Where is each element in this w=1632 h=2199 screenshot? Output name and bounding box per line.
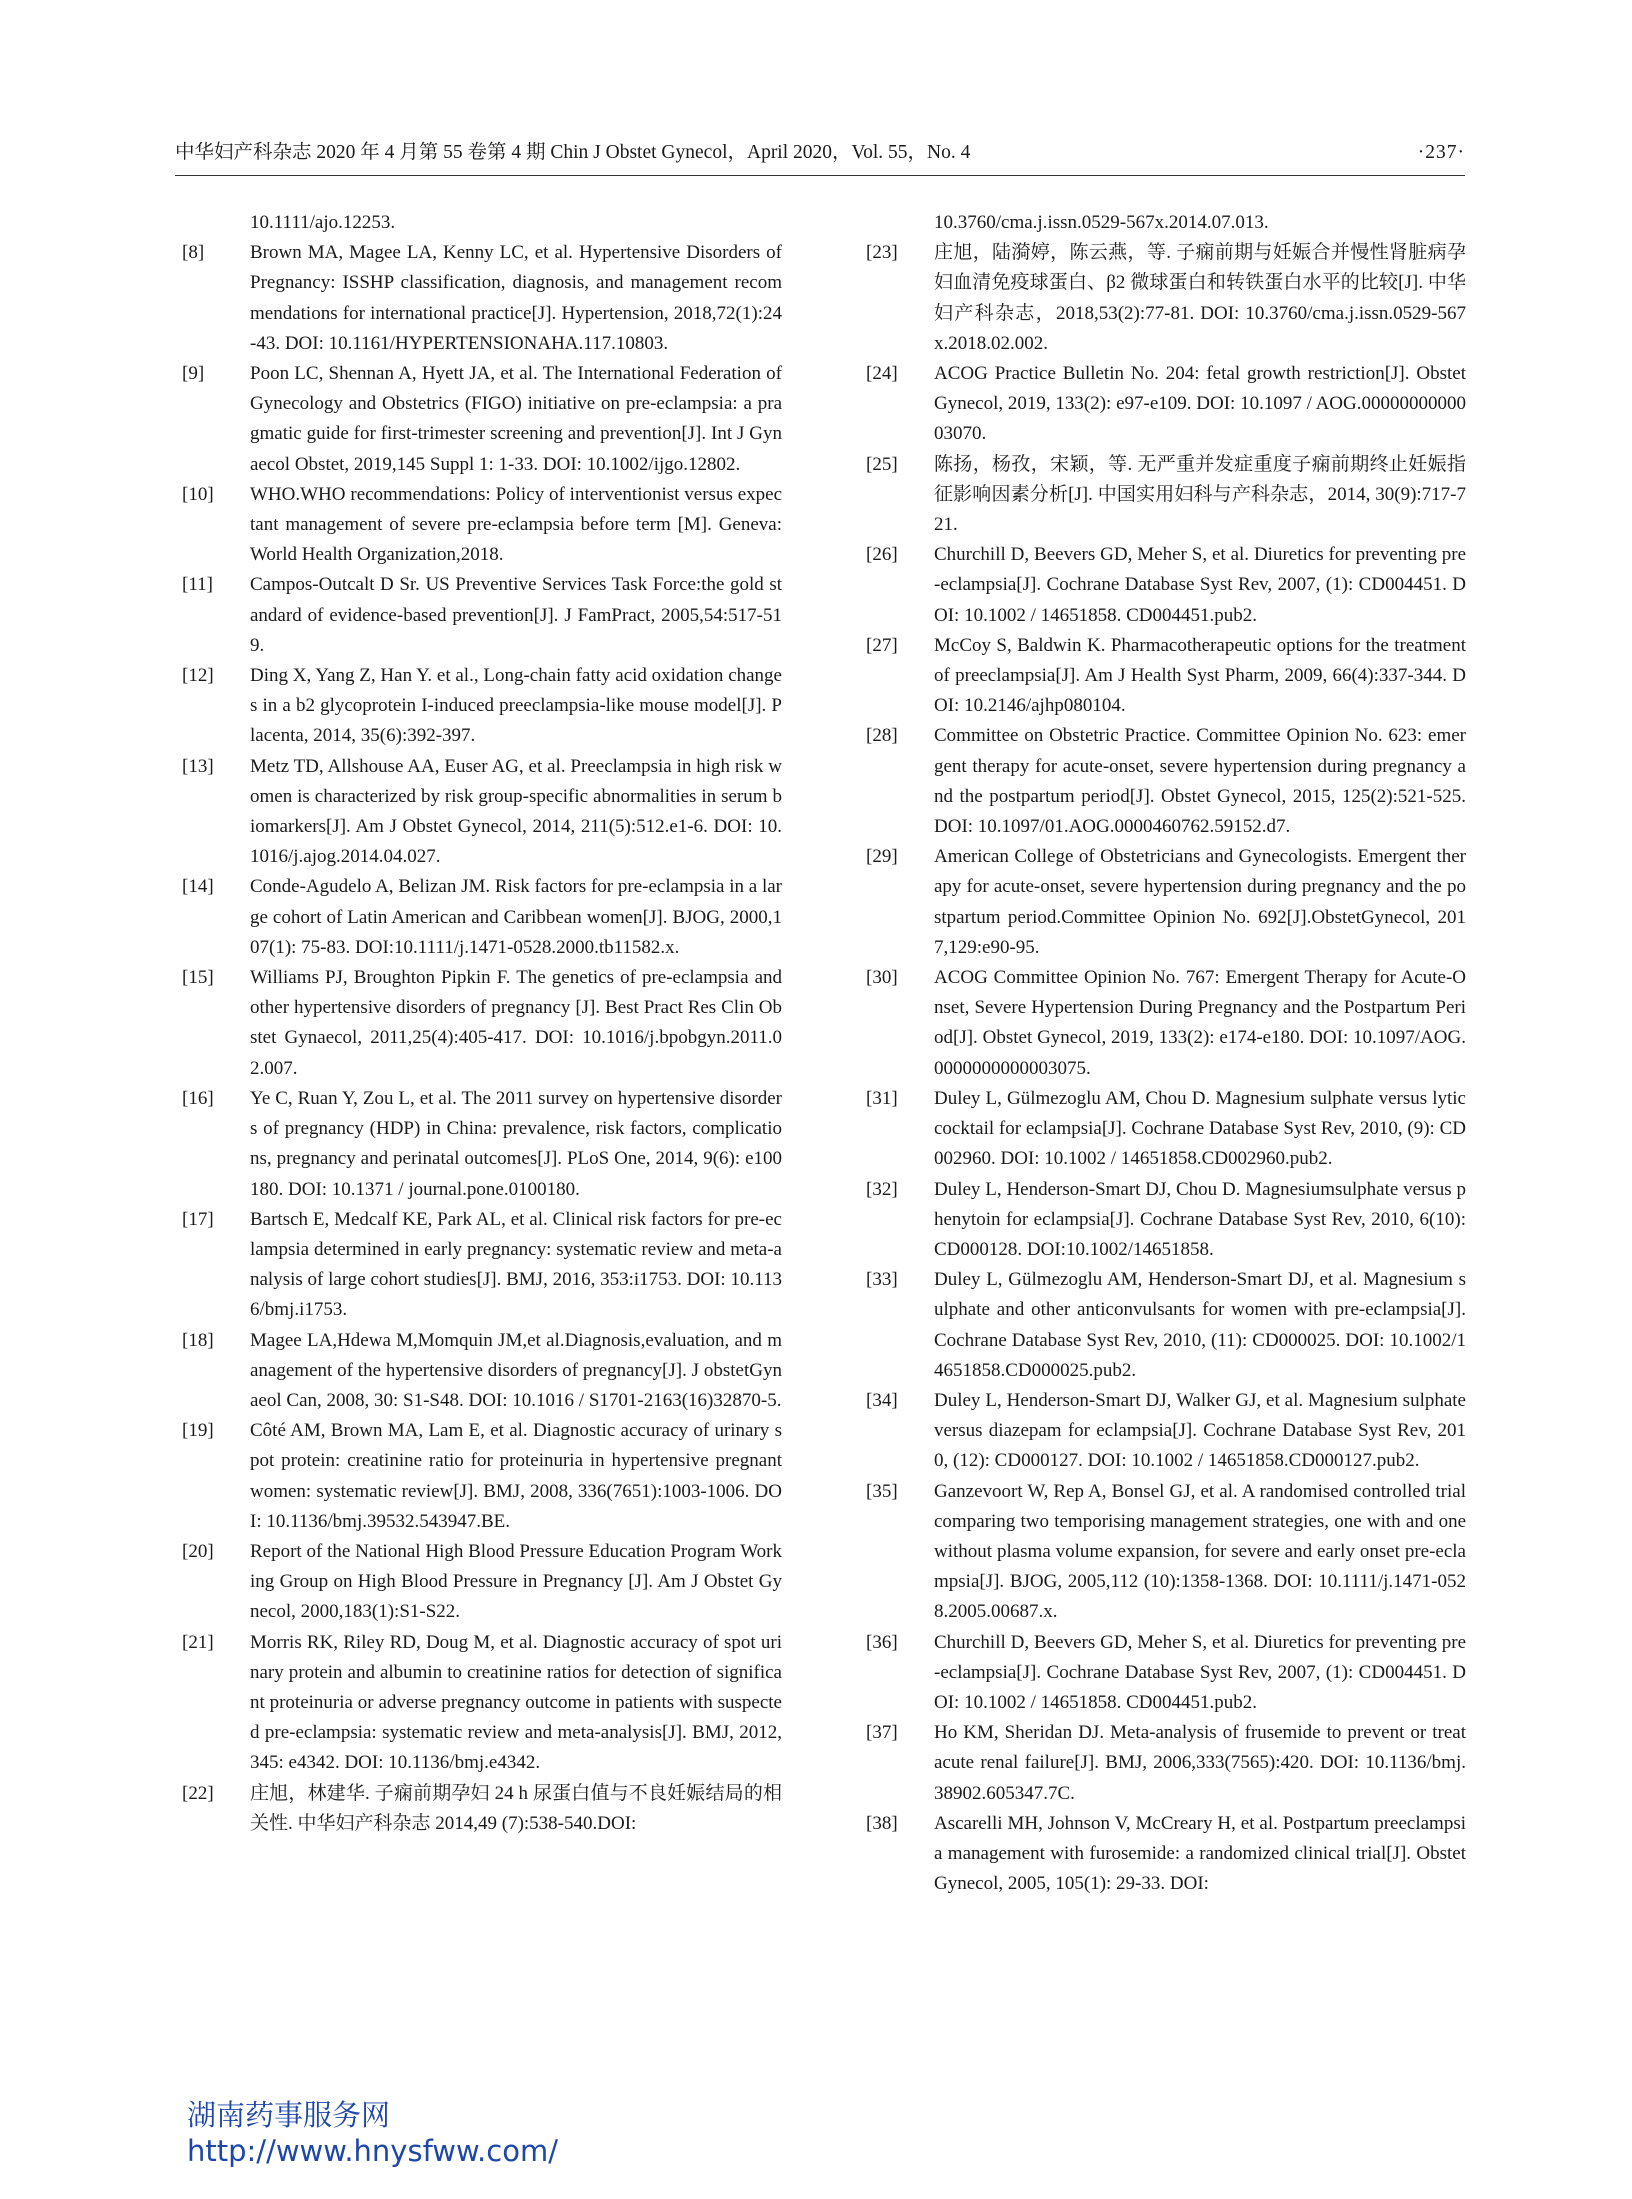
reference-list: [866, 238, 1466, 1899]
reference-number: [23]: [866, 242, 898, 264]
reference-item: [182, 1205, 782, 1326]
reference-number: [15]: [182, 967, 214, 989]
reference-item: [182, 1326, 782, 1417]
reference-text: Bartsch E, Medcalf KE, Park AL, et al. Clinical risk factors for pre-eclampsia determined in early pregnancy: systematic review and meta-analysis of large cohort studies[J]. BMJ, 2016, 353:i1753. DOI: 10.1136/bmj.i1753.: [250, 1208, 782, 1321]
reference-item: [182, 480, 782, 571]
reference-number: [8]: [182, 242, 205, 264]
reference-item: [182, 238, 782, 359]
reference-item: [866, 359, 1466, 450]
reference-item: [866, 238, 1466, 359]
reference-text: Churchill D, Beevers GD, Meher S, et al. Diuretics for preventing pre-eclampsia[J]. Cochrane Database Syst Rev, 2007, (1): CD004451. DOI: 10.1002 / 14651858. CD004451.pub2.: [934, 1631, 1466, 1713]
reference-text: Committee on Obstetric Practice. Committee Opinion No. 623: emergent therapy for acute-onset, severe hypertension during pregnancy and the postpartum period[J]. Obstet Gynecol, 2015, 125(2):521-525. DOI: 10.1097/01.AOG.0000460762.59152.d7.: [934, 725, 1466, 838]
reference-number: [19]: [182, 1420, 214, 1442]
reference-number: [28]: [866, 725, 898, 747]
reference-item: [866, 1175, 1466, 1266]
reference-text: ACOG Committee Opinion No. 767: Emergent Therapy for Acute-Onset, Severe Hypertension During Pregnancy and the Postpartum Period[J]. Obstet Gynecol, 2019, 133(2): e174-e180. DOI: 10.1097/AOG.0000000000003075.: [934, 967, 1466, 1079]
running-header: [175, 138, 1465, 168]
reference-text: Campos-Outcalt D Sr. US Preventive Services Task Force:the gold standard of evidence-based prevention[J]. J FamPract, 2005,54:517-519.: [250, 574, 782, 656]
reference-text: Churchill D, Beevers GD, Meher S, et al. Diuretics for preventing pre-eclampsia[J]. Cochrane Database Syst Rev, 2007, (1): CD004451. DOI: 10.1002 / 14651858. CD004451.pub2.: [934, 544, 1466, 626]
reference-number: [16]: [182, 1087, 214, 1109]
reference-item: [866, 1477, 1466, 1628]
reference-column-left: [182, 208, 782, 1839]
reference-number: [35]: [866, 1480, 898, 1502]
reference-text: ACOG Practice Bulletin No. 204: fetal growth restriction[J]. Obstet Gynecol, 2019, 133(2): e97-e109. DOI: 10.1097 / AOG.0000000000003070.: [934, 363, 1466, 445]
reference-text: Ganzevoort W, Rep A, Bonsel GJ, et al. A randomised controlled trial comparing two temporising management strategies, one with and one without plasma volume expansion, for severe and early onset pre-eclampsia[J]. BJOG, 2005,112 (10):1358-1368. DOI: 10.1111/j.1471-0528.2005.00687.x.: [934, 1480, 1466, 1623]
reference-number: [30]: [866, 967, 898, 989]
page-number: ·237·: [1417, 142, 1465, 163]
reference-item: [182, 963, 782, 1084]
reference-number: [11]: [182, 574, 213, 596]
reference-text: Metz TD, Allshouse AA, Euser AG, et al. Preeclampsia in high risk women is characterized by risk group-specific abnormalities in serum biomarkers[J]. Am J Obstet Gynecol, 2014, 211(5):512.e1-6. DOI: 10.1016/j.ajog.2014.04.027.: [250, 755, 782, 868]
reference-item: [866, 1386, 1466, 1477]
reference-text: Report of the National High Blood Pressure Education Program Working Group on High Blood Pressure in Pregnancy [J]. Am J Obstet Gynecol, 2000,183(1):S1-S22.: [250, 1540, 782, 1623]
reference-continuation: 10.3760/cma.j.issn.0529-567x.2014.07.013.: [934, 212, 1269, 233]
journal-citation-header: 中华妇产科杂志 2020 年 4 月第 55 卷第 4 期 Chin J Obstet Gynecol，April 2020，Vol. 55，No. 4: [175, 142, 971, 163]
reference-number: [34]: [866, 1389, 898, 1411]
reference-item: [866, 540, 1466, 631]
reference-item: [866, 1718, 1466, 1809]
reference-text: Williams PJ, Broughton Pipkin F. The genetics of pre-eclampsia and other hypertensive disorders of pregnancy [J]. Best Pract Res Clin Obstet Gynaecol, 2011,25(4):405-417. DOI: 10.1016/j.bpobgyn.2011.02.007.: [250, 967, 782, 1079]
reference-item: [182, 872, 782, 963]
reference-number: [36]: [866, 1631, 898, 1653]
reference-text: Duley L, Gülmezoglu AM, Chou D. Magnesium sulphate versus lytic cocktail for eclampsia[J]. Cochrane Database Syst Rev, 2010, (9): CD002960. DOI: 10.1002 / 14651858.CD002960.pub2.: [934, 1087, 1466, 1170]
reference-text: Conde-Agudelo A, Belizan JM. Risk factors for pre-eclampsia in a large cohort of Latin American and Caribbean women[J]. BJOG, 2000,107(1): 75-83. DOI:10.1111/j.1471-0528.2000.tb11582.x.: [250, 876, 782, 958]
reference-number: [27]: [866, 634, 898, 656]
reference-text: WHO.WHO recommendations: Policy of interventionist versus expectant management of severe pre-eclampsia before term [M]. Geneva:World Health Organization,2018.: [250, 483, 782, 566]
header-rule: [175, 175, 1465, 176]
reference-number: [25]: [866, 453, 898, 475]
reference-number: [18]: [182, 1329, 214, 1351]
reference-item: [866, 842, 1466, 963]
reference-number: [17]: [182, 1208, 214, 1230]
reference-number: [21]: [182, 1631, 214, 1653]
reference-item: [866, 963, 1466, 1084]
reference-item: [866, 721, 1466, 842]
reference-number: [9]: [182, 363, 205, 385]
reference-number: [12]: [182, 665, 214, 687]
reference-number: [33]: [866, 1269, 898, 1291]
reference-column-right: [866, 208, 1466, 1899]
reference-text: Duley L, Henderson-Smart DJ, Walker GJ, et al. Magnesium sulphate versus diazepam for eclampsia[J]. Cochrane Database Syst Rev, 2010, (12): CD000127. DOI: 10.1002 / 14651858.CD000127.pub2.: [934, 1389, 1466, 1472]
reference-number: [29]: [866, 846, 898, 868]
reference-text: Ascarelli MH, Johnson V, McCreary H, et al. Postpartum preeclampsia management with furosemide: a randomized clinical trial[J]. Obstet Gynecol, 2005, 105(1): 29-33. DOI:: [934, 1812, 1466, 1895]
reference-text: Morris RK, Riley RD, Doug M, et al. Diagnostic accuracy of spot urinary protein and albumin to creatinine ratios for detection of significant proteinuria or adverse pregnancy outcome in patients with suspected pre-eclampsia: systematic review and meta-analysis[J]. BMJ, 2012, 345: e4342. DOI: 10.1136/bmj.e4342.: [250, 1631, 782, 1774]
reference-number: [22]: [182, 1782, 214, 1804]
reference-number: [20]: [182, 1540, 214, 1562]
reference-item: [182, 1628, 782, 1779]
reference-text: 庄旭，陆漪婷，陈云燕，等. 子痫前期与妊娠合并慢性肾脏病孕妇血清免疫球蛋白、β2 微球蛋白和转铁蛋白水平的比较[J]. 中华妇产科杂志，2018,53(2):77-81. DOI: 10.3760/cma.j.issn.0529-567x.2018.02.002.: [934, 242, 1466, 354]
reference-text: Brown MA, Magee LA, Kenny LC, et al. Hypertensive Disorders of Pregnancy: ISSHP classification, diagnosis, and management recommendations for international practice[J]. Hypertension, 2018,72(1):24-43. DOI: 10.1161/HYPERTENSIONAHA.117.10803.: [250, 242, 782, 354]
reference-text: McCoy S, Baldwin K. Pharmacotherapeutic options for the treatment of preeclampsia[J]. Am J Health Syst Pharm, 2009, 66(4):337-344. DOI: 10.2146/ajhp080104.: [934, 634, 1466, 717]
reference-text: 陈扬，杨孜，宋颖，等. 无严重并发症重度子痫前期终止妊娠指征影响因素分析[J]. 中国实用妇科与产科杂志，2014, 30(9):717-721.: [934, 453, 1466, 536]
reference-number: [37]: [866, 1722, 898, 1744]
reference-text: Côté AM, Brown MA, Lam E, et al. Diagnostic accuracy of urinary spot protein: creatinine ratio for proteinuria in hypertensive pregnant women: systematic review[J]. BMJ, 2008, 336(7651):1003-1006. DOI: 10.1136/bmj.39532.543947.BE.: [250, 1420, 782, 1532]
reference-item: [182, 661, 782, 752]
reference-item: [866, 1809, 1466, 1900]
reference-item: [182, 1779, 782, 1839]
reference-item: [182, 752, 782, 873]
reference-item: [182, 1537, 782, 1628]
reference-text: American College of Obstetricians and Gynecologists. Emergent therapy for acute-onset, severe hypertension during pregnancy and the postpartum period.Committee Opinion No. 692[J].ObstetGynecol, 2017,129:e90-95.: [934, 846, 1466, 958]
watermark-site-name: 湖南药事服务网: [187, 2098, 391, 2132]
reference-item: [866, 631, 1466, 722]
reference-number: [13]: [182, 755, 214, 777]
reference-number: [24]: [866, 363, 898, 385]
reference-number: [38]: [866, 1812, 898, 1834]
reference-item: [866, 1265, 1466, 1386]
reference-text: Ye C, Ruan Y, Zou L, et al. The 2011 survey on hypertensive disorders of pregnancy (HDP) in China: prevalence, risk factors, complications, pregnancy and perinatal outcomes[J]. PLoS One, 2014, 9(6): e100180. DOI: 10.1371 / journal.pone.0100180.: [250, 1087, 782, 1200]
reference-item: [866, 1628, 1466, 1719]
reference-number: [10]: [182, 483, 214, 505]
reference-list: [182, 238, 782, 1839]
reference-text: Poon LC, Shennan A, Hyett JA, et al. The International Federation of Gynecology and Obstetrics (FIGO) initiative on pre-eclampsia: a pragmatic guide for first-trimester screening and prevention[J]. Int J Gynaecol Obstet, 2019,145 Suppl 1: 1-33. DOI: 10.1002/ijgo.12802.: [250, 363, 782, 475]
reference-number: [14]: [182, 876, 214, 898]
watermark-url: http://www.hnysfww.com/: [187, 2134, 558, 2168]
reference-number: [31]: [866, 1087, 898, 1109]
reference-text: Ding X, Yang Z, Han Y. et al., Long-chain fatty acid oxidation changes in a b2 glycoprotein I-induced preeclampsia-like mouse model[J]. Placenta, 2014, 35(6):392-397.: [250, 665, 782, 747]
reference-text: Duley L, Henderson-Smart DJ, Chou D. Magnesiumsulphate versus phenytoin for eclampsia[J]. Cochrane Database Syst Rev, 2010, 6(10):CD000128. DOI:10.1002/14651858.: [934, 1178, 1466, 1260]
reference-number: [26]: [866, 544, 898, 566]
reference-item: [866, 450, 1466, 541]
reference-item: [182, 1084, 782, 1205]
reference-item: [182, 359, 782, 480]
reference-text: Magee LA,Hdewa M,Momquin JM,et al.Diagnosis,evaluation, and management of the hypertensive disorders of pregnancy[J]. J obstetGynaeol Can, 2008, 30: S1-S48. DOI: 10.1016 / S1701-2163(16)32870-5.: [250, 1329, 782, 1411]
reference-text: Duley L, Gülmezoglu AM, Henderson-Smart DJ, et al. Magnesium sulphate and other anticonvulsants for women with pre-eclampsia[J]. Cochrane Database Syst Rev, 2010, (11): CD000025. DOI: 10.1002/14651858.CD000025.pub2.: [934, 1269, 1466, 1381]
reference-item: [182, 570, 782, 661]
reference-continuation: 10.1111/ajo.12253.: [250, 212, 396, 233]
reference-text: Ho KM, Sheridan DJ. Meta-analysis of frusemide to prevent or treat acute renal failure[J]. BMJ, 2006,333(7565):420. DOI: 10.1136/bmj.38902.605347.7C.: [934, 1722, 1466, 1804]
reference-item: [182, 1416, 782, 1537]
reference-item: [866, 1084, 1466, 1175]
reference-text: 庄旭，林建华. 子痫前期孕妇 24 h 尿蛋白值与不良妊娠结局的相关性. 中华妇产科杂志 2014,49 (7):538-540.DOI:: [250, 1782, 782, 1834]
reference-number: [32]: [866, 1178, 898, 1200]
